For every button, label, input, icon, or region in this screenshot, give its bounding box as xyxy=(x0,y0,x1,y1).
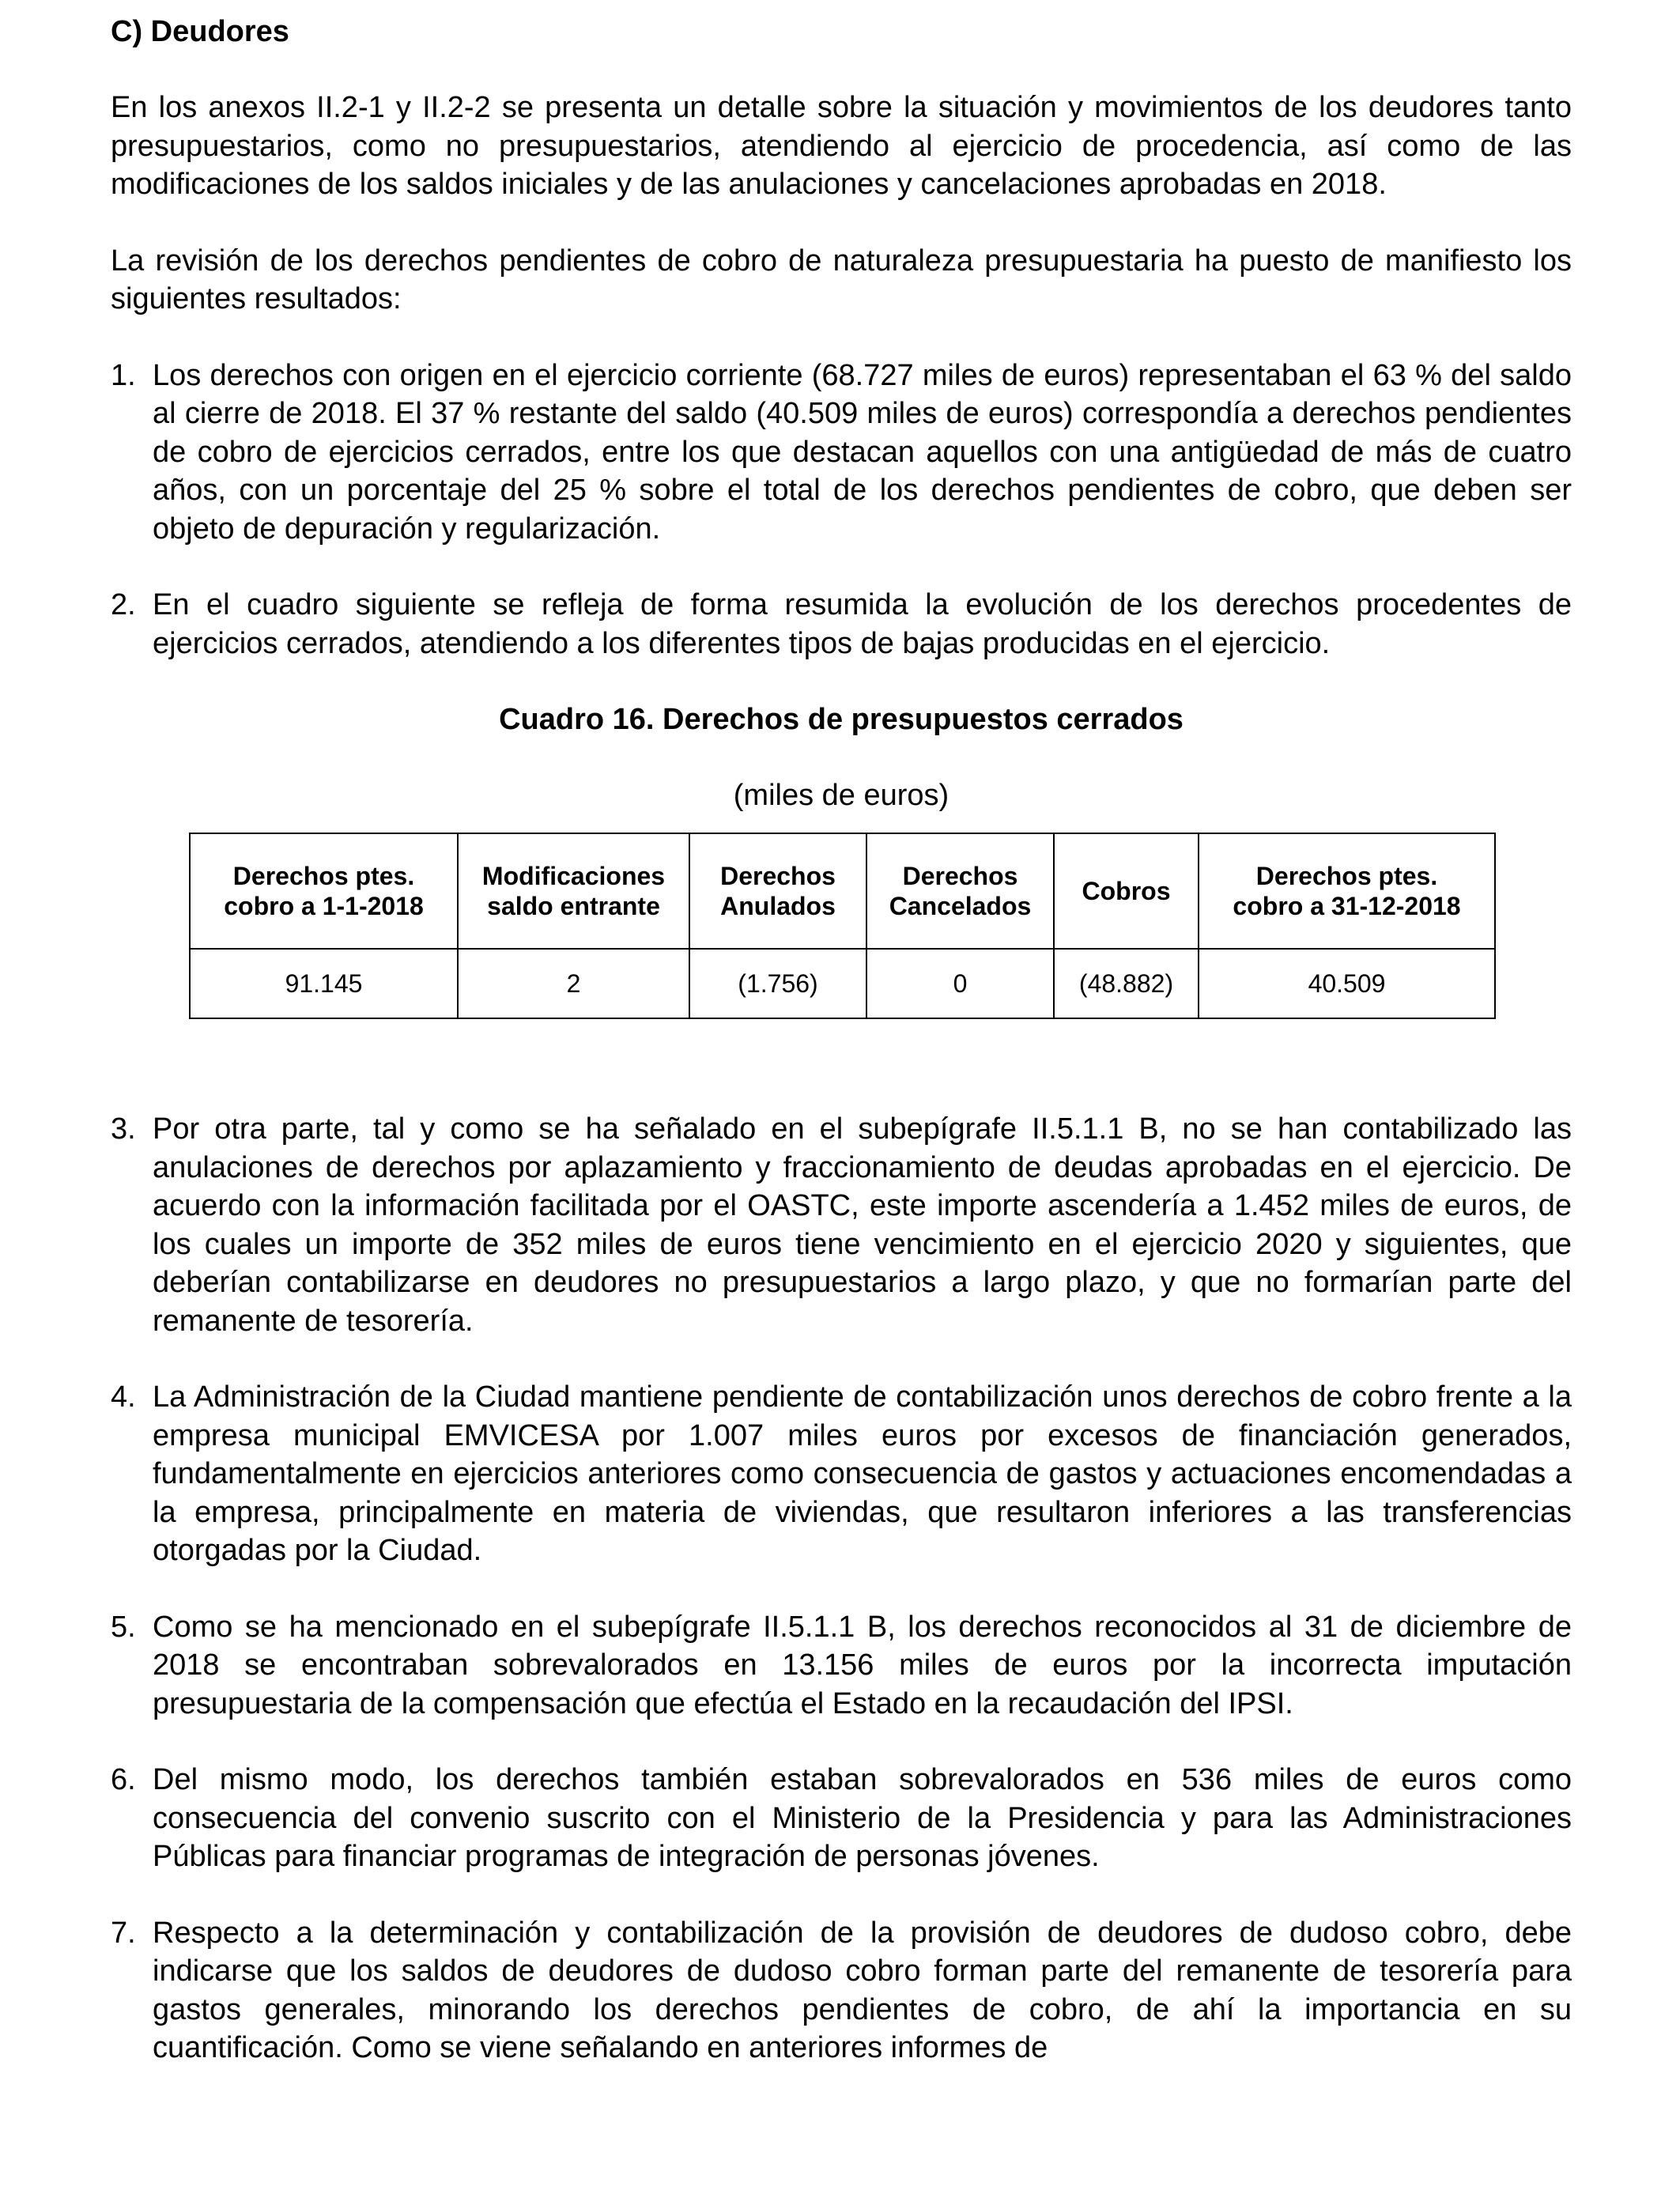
list-item-text: La Administración de la Ciudad mantiene pendiente de contabilización unos derechos de cobro frente a la empresa municipal EMVICESA por 1.007 miles euros por excesos de financiación generados, fundamentalmente en ejercicios anteriores como consecuencia de gastos y actuaciones encomendadas a la empresa, principalmente en materia de viviendas, que resultaron inferiores a las transferencias otorgadas por la Ciudad. xyxy=(153,1380,1572,1567)
derechos-table xyxy=(189,833,1496,1019)
list-item-number: 6. xyxy=(111,1763,136,1796)
intro-paragraph: En los anexos II.2-1 y II.2-2 se presenta un detalle sobre la situación y movimientos de los deudores tanto presupuestarios, como no presupuestarios, atendiendo al ejercicio de procedencia, así como de las modificaciones de los saldos iniciales y de las anulaciones y cancelaciones aprobadas en 2018. xyxy=(111,91,1572,201)
list-item-text: Por otra parte, tal y como se ha señalado en el subepígrafe II.5.1.1 B, no se han contabilizado las anulaciones de derechos por aplazamiento y fraccionamiento de deudas aprobadas en el ejercicio. De acuerdo con la información facilitada por el OASTC, este importe ascendería a 1.452 miles de euros, de los cuales un importe de 352 miles de euros tiene vencimiento en el ejercicio 2020 y siguientes, que deberían contabilizarse en deudores no presupuestarios a largo plazo, y que no formarían parte del remanente de tesorería. xyxy=(153,1112,1572,1338)
list-item-4 xyxy=(111,1378,1572,1570)
list-item-6 xyxy=(111,1761,1572,1876)
list-item-number: 1. xyxy=(111,358,136,392)
list-item-number: 3. xyxy=(111,1112,136,1146)
list-item-number: 4. xyxy=(111,1380,136,1414)
list-item-number: 7. xyxy=(111,1916,136,1950)
list-item-5 xyxy=(111,1608,1572,1724)
list-item-7 xyxy=(111,1914,1572,2067)
list-item-text: En el cuadro siguiente se refleja de forma resumida la evolución de los derechos procedentes de ejercicios cerrados, atendiendo a los diferentes tipos de bajas producidas en el ejercicio. xyxy=(153,588,1572,660)
col-header-pendientes-inicio: Derechos ptes. cobro a 1-1-2018 xyxy=(190,833,458,949)
list-item-text: Como se ha mencionado en el subepígrafe II.5.1.1 B, los derechos reconocidos al 31 de diciembre de 2018 se encontraban sobrevalorados en 13.156 miles de euros por la incorrecta imputación presupuestaria de la compensación que efectúa el Estado en la recaudación del IPSI. xyxy=(153,1610,1572,1720)
list-item-text: Respecto a la determinación y contabilización de la provisión de deudores de dudoso cobro, debe indicarse que los saldos de deudores de dudoso cobro forman parte del remanente de tesorería para gastos generales, minorando los derechos pendientes de cobro, de ahí la importancia en su cuantificación. Como se viene señalando en anteriores informes de xyxy=(153,1916,1572,2064)
list-item-text: Los derechos con origen en el ejercicio corriente (68.727 miles de euros) representaban el 63 % del saldo al cierre de 2018. El 37 % restante del saldo (40.509 miles de euros) correspondía a derechos pendientes de cobro de ejercicios cerrados, entre los que destacan aquellos con una antigüedad de más de cuatro años, con un porcentaje del 25 % sobre el total de los derechos pendientes de cobro, que deben ser objeto de depuración y regularización. xyxy=(153,358,1572,546)
table-row xyxy=(190,949,1495,1018)
table-cell: 0 xyxy=(866,949,1054,1018)
table-caption: Cuadro 16. Derechos de presupuestos cerrados xyxy=(499,703,1184,736)
review-paragraph: La revisión de los derechos pendientes de cobro de naturaleza presupuestaria ha puesto de manifiesto los siguientes resultados: xyxy=(111,244,1572,315)
table-cell: (1.756) xyxy=(689,949,866,1018)
section-title: C) Deudores xyxy=(111,15,289,48)
list-item-number: 2. xyxy=(111,588,136,621)
list-item-text: Del mismo modo, los derechos también estaban sobrevalorados en 536 miles de euros como consecuencia del convenio suscrito con el Ministerio de la Presidencia y para las Administraciones Públicas para financiar programas de integración de personas jóvenes. xyxy=(153,1763,1572,1873)
list-item-2 xyxy=(111,586,1572,663)
table-header-row xyxy=(190,833,1495,949)
col-header-cobros: Cobros xyxy=(1054,833,1199,949)
col-header-anulados: Derechos Anulados xyxy=(689,833,866,949)
col-header-pendientes-cierre: Derechos ptes. cobro a 31-12-2018 xyxy=(1199,833,1495,949)
col-header-modificaciones: Modificaciones saldo entrante xyxy=(458,833,689,949)
list-item-1 xyxy=(111,357,1572,549)
list-item-number: 5. xyxy=(111,1610,136,1644)
table-cell: 40.509 xyxy=(1199,949,1495,1018)
table-cell: 91.145 xyxy=(190,949,458,1018)
document-page xyxy=(111,13,1572,2067)
table-cell: (48.882) xyxy=(1054,949,1199,1018)
table-cell: 2 xyxy=(458,949,689,1018)
table-units: (miles de euros) xyxy=(733,779,949,812)
list-item-3 xyxy=(111,1110,1572,1340)
col-header-cancelados: Derechos Cancelados xyxy=(866,833,1054,949)
